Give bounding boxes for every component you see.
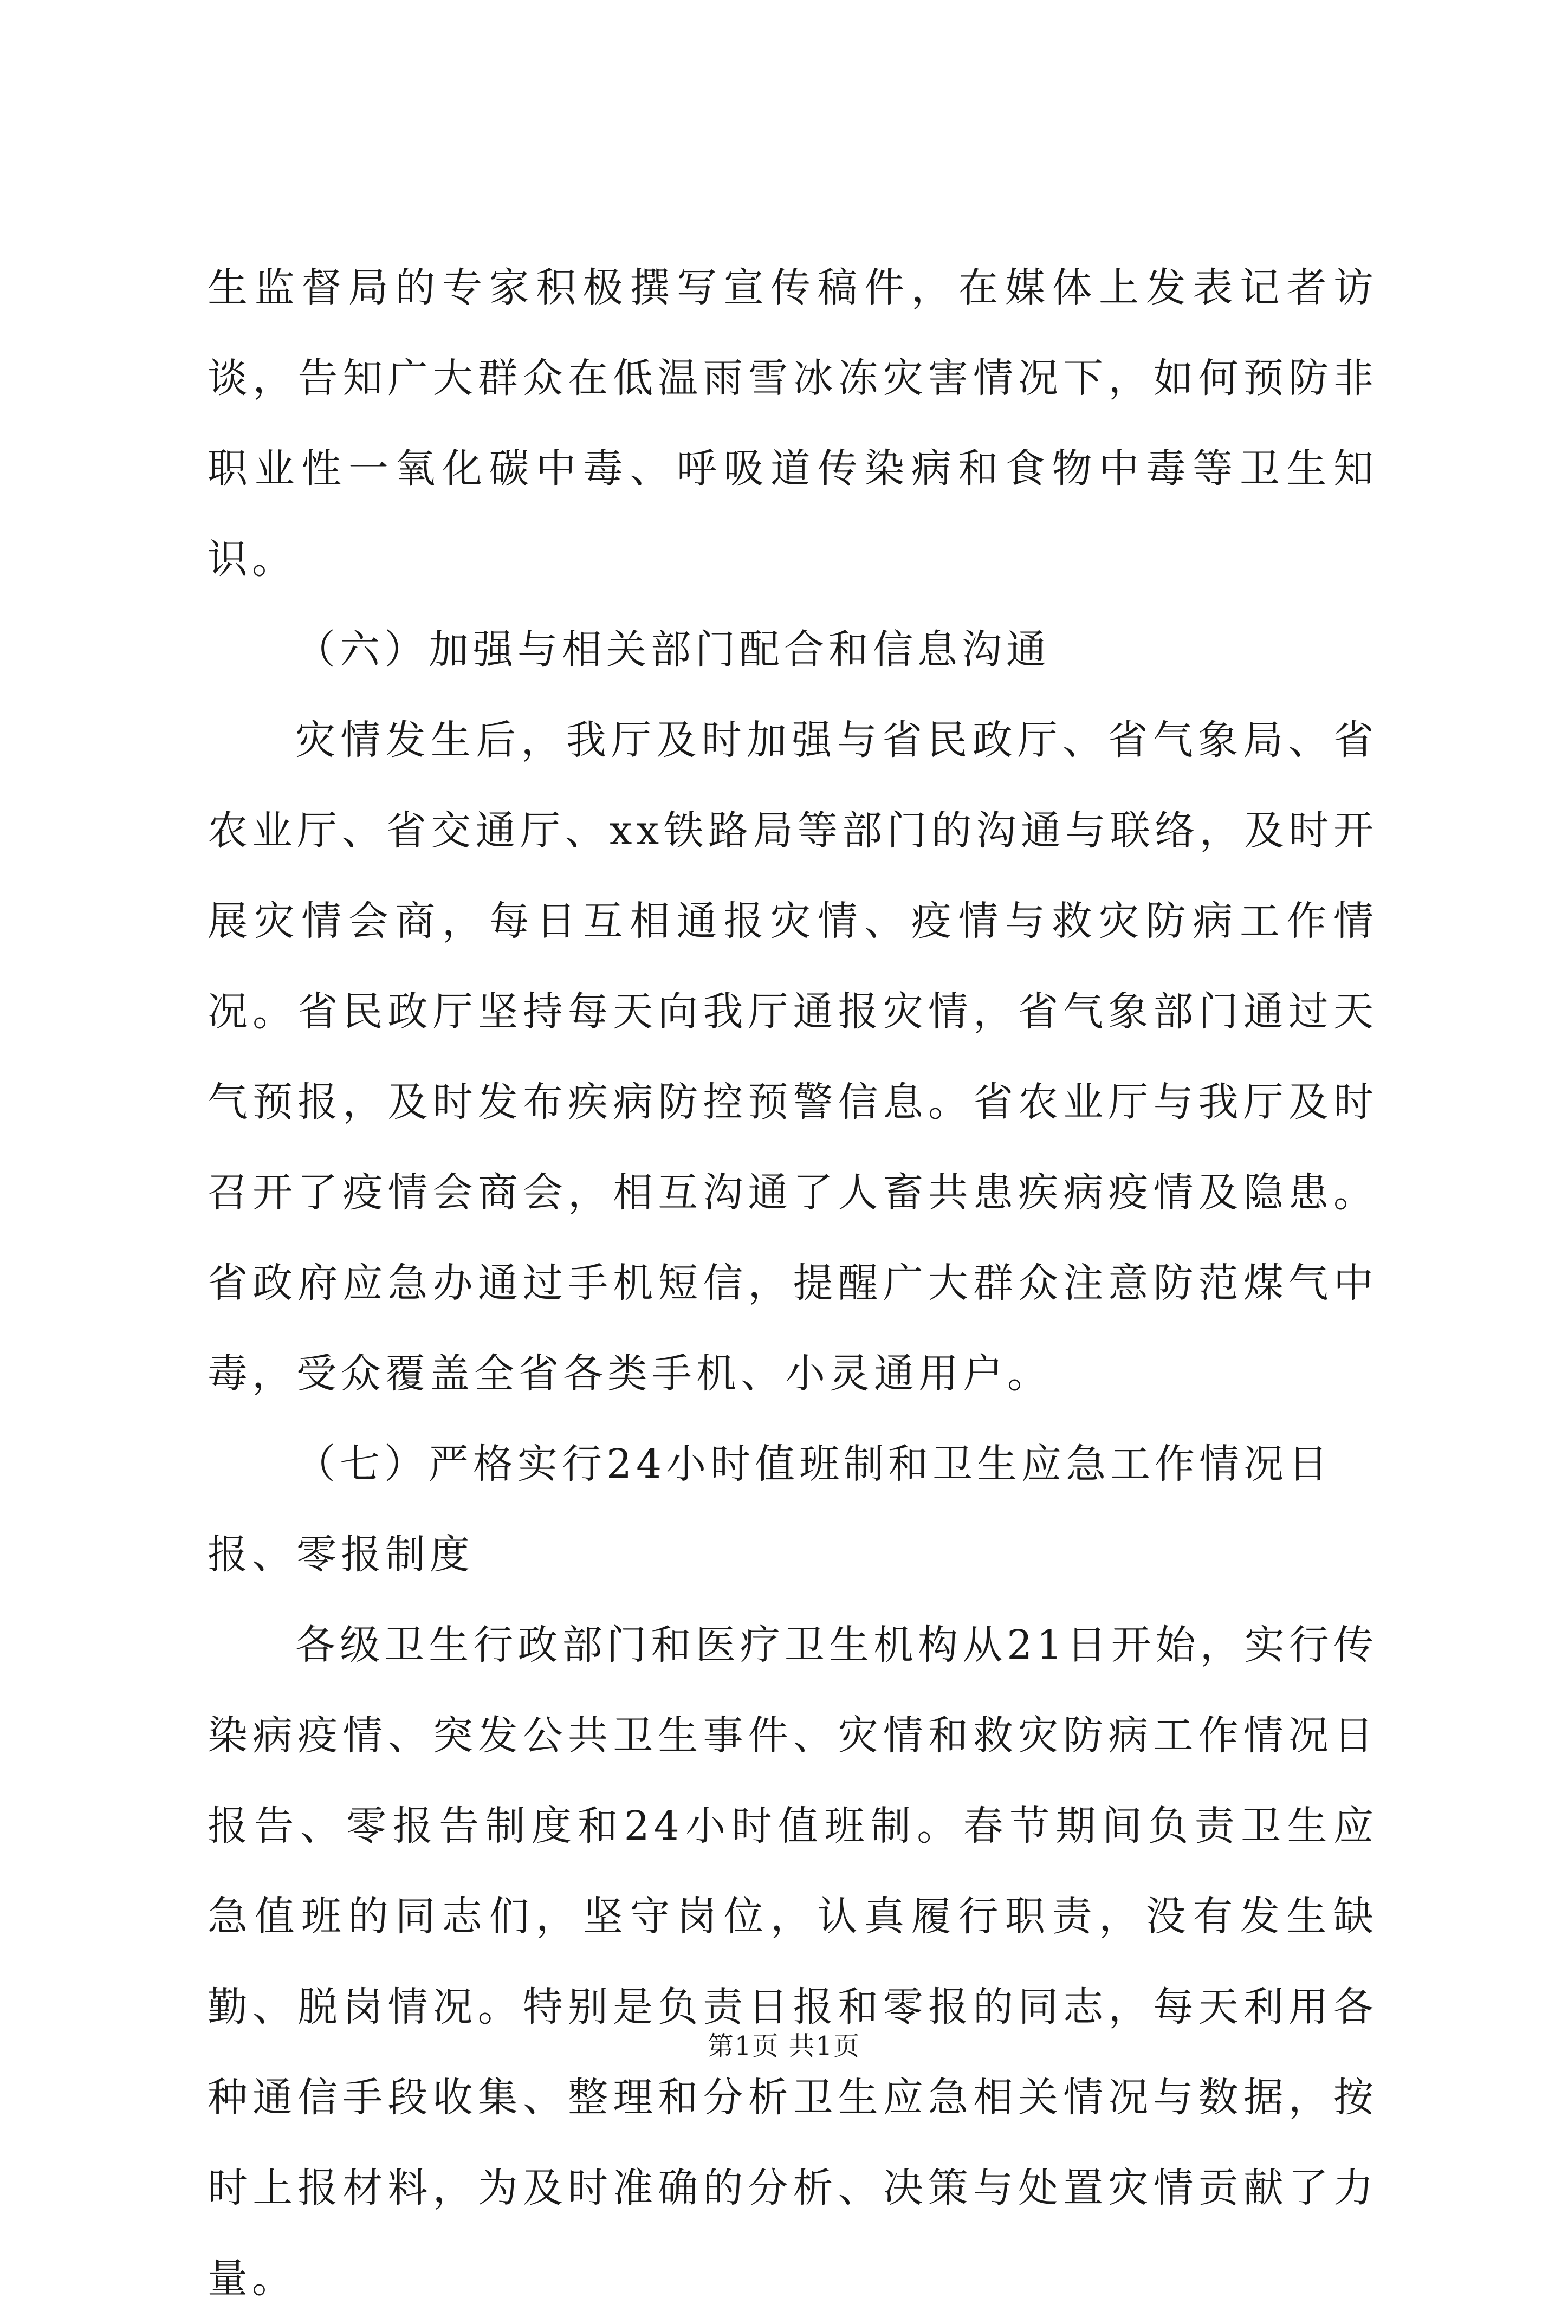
document-body <box>208 243 1378 2324</box>
section-heading-seven: （七）严格实行24小时值班制和卫生应急工作情况日报、零报制度 <box>208 1441 1333 1578</box>
paragraph-continued: 生监督局的专家积极撰写宣传稿件，在媒体上发表记者访谈，告知广大群众在低温雨雪冰冻灾害情况下，如何预防非职业性一氧化碳中毒、呼吸道传染病和食物中毒等卫生知识。 <box>208 264 1378 582</box>
paragraph-department-coordination: 灾情发生后，我厅及时加强与省民政厅、省气象局、省农业厅、省交通厅、xx铁路局等部门的沟通与联络，及时开展灾情会商，每日互相通报灾情、疫情与救灾防病工作情况。省民政厅坚持每天向我厅通报灾情，省气象部门通过天气预报，及时发布疾病防控预警信息。省农业厅与我厅及时召开了疫情会商会，相互沟通了人畜共患疾病疫情及隐患。省政府应急办通过手机短信，提醒广大群众注意防范煤气中毒，受众覆盖全省各类手机、小灵通用户。 <box>208 717 1378 1397</box>
section-heading-six: （六）加强与相关部门配合和信息沟通 <box>295 626 1051 673</box>
paragraph-duty-reporting: 各级卫生行政部门和医疗卫生机构从21日开始，实行传染病疫情、突发公共卫生事件、灾情和救灾防病工作情况日报告、零报告制度和24小时值班制。春节期间负责卫生应急值班的同志们，坚守岗位，认真履行职责，没有发生缺勤、脱岗情况。特别是负责日报和零报的同志，每天利用各种通信手段收集、整理和分析卫生应急相关情况与数据，按时上报材料，为及时准确的分析、决策与处置灾情贡献了力量。 <box>208 1622 1378 2302</box>
page-footer: 第1页 共1页 <box>707 2031 861 2061</box>
